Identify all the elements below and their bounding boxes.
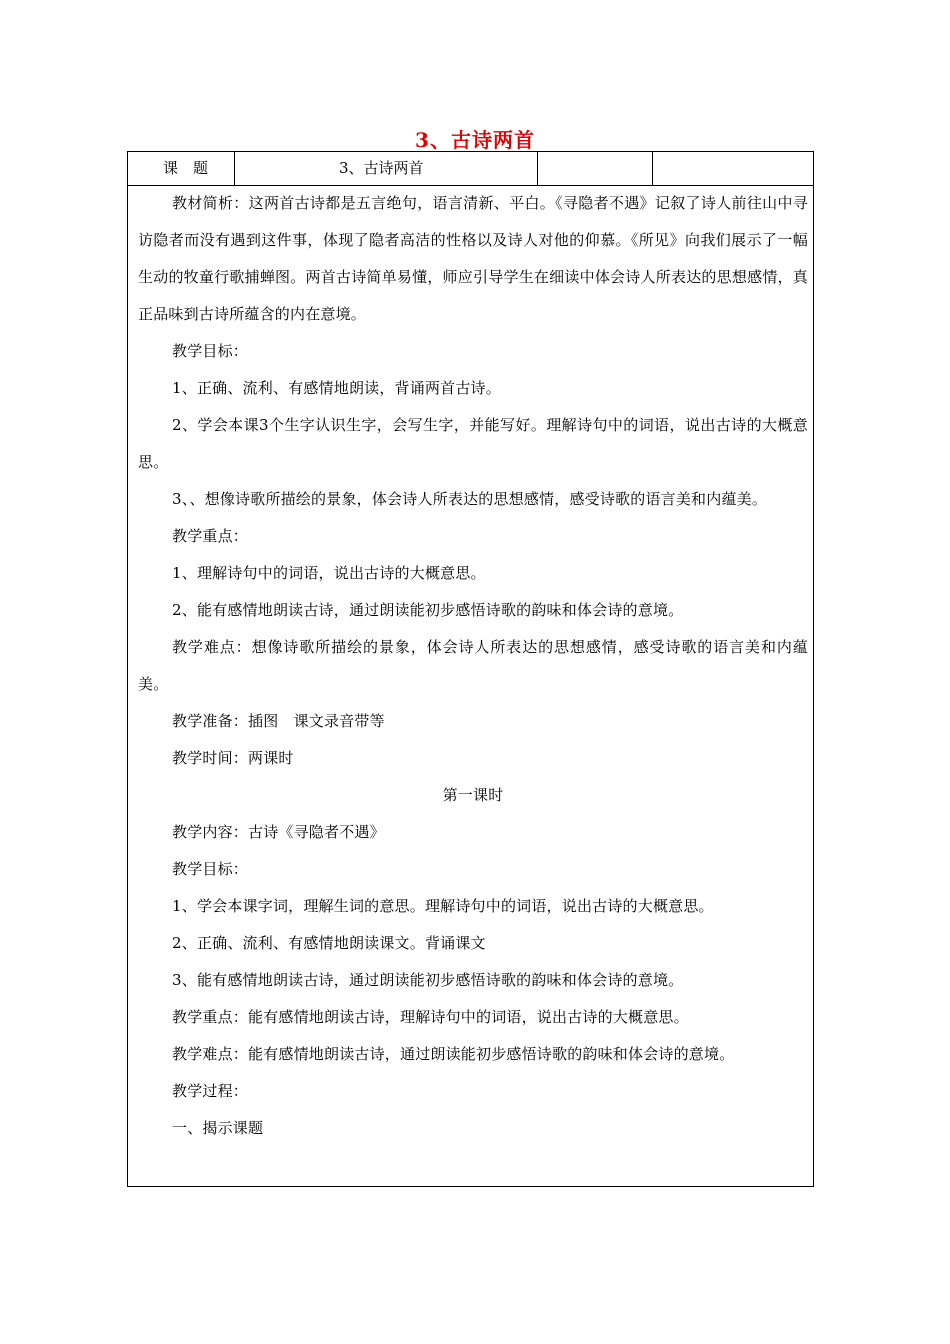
paragraph: 教学准备：插图 课文录音带等 [172,712,385,730]
header-empty-cell-2 [653,152,813,185]
paragraph: 教学难点：想像诗歌所描绘的景象，体会诗人所表达的思想感情，感受诗歌的语言美和内蕴美。 [138,638,808,693]
paragraph: 2、学会本课3个生字认识生字，会写生字，并能写好。理解诗句中的词语，说出古诗的大概意思。 [138,416,808,471]
paragraph: 教学重点：能有感情地朗读古诗，理解诗句中的词语，说出古诗的大概意思。 [172,1008,689,1026]
lesson-table [127,151,814,1187]
paragraph: 一、揭示课题 [172,1119,264,1137]
paragraph: 3、能有感情地朗读古诗，通过朗读能初步感悟诗歌的韵味和体会诗的意境。 [172,971,684,989]
paragraph: 2、能有感情地朗读古诗，通过朗读能初步感悟诗歌的韵味和体会诗的意境。 [172,601,684,619]
section-heading: 第一课时 [442,786,504,804]
paragraph: 教学难点：能有感情地朗读古诗，通过朗读能初步感悟诗歌的韵味和体会诗的意境。 [172,1045,735,1063]
paragraph: 1、理解诗句中的词语，说出古诗的大概意思。 [172,564,486,582]
paragraph: 2、正确、流利、有感情地朗读课文。背诵课文 [172,934,486,952]
paragraph: 教学时间：两课时 [172,749,294,767]
paragraph: 教学目标： [172,860,249,878]
header-value: 3、古诗两首 [339,159,424,177]
header-value-cell [235,152,538,185]
paragraph: 教学过程： [172,1082,249,1100]
header-row [128,152,813,186]
paragraph: 教材简析：这两首古诗都是五言绝句，语言清新、平白。《寻隐者不遇》记叙了诗人前往山中寻访隐者而没有遇到这件事，体现了隐者高洁的性格以及诗人对他的仰慕。《所见》向我们展示了一幅生动的牧童行歌捕蝉图。两首古诗简单易懂，师应引导学生在细读中体会诗人所表达的思想感情，真正品味到古诗所蕴含的内在意境。 [138,194,808,323]
paragraph: 教学内容：古诗《寻隐者不遇》 [172,823,385,841]
paragraph: 教学目标： [172,342,249,360]
header-label-cell [128,152,235,185]
document-title: 3、古诗两首 [415,128,535,152]
paragraph: 教学重点： [172,527,249,545]
paragraph: 1、学会本课字词，理解生词的意思。理解诗句中的词语，说出古诗的大概意思。 [172,897,714,915]
header-empty-cell-1 [538,152,653,185]
lesson-content [138,185,808,1147]
header-label: 课 题 [163,159,209,177]
paragraph: 1、正确、流利、有感情地朗读，背诵两首古诗。 [172,379,501,397]
paragraph: 3、、想像诗歌所描绘的景象，体会诗人所表达的思想感情，感受诗歌的语言美和内蕴美。 [172,490,768,508]
